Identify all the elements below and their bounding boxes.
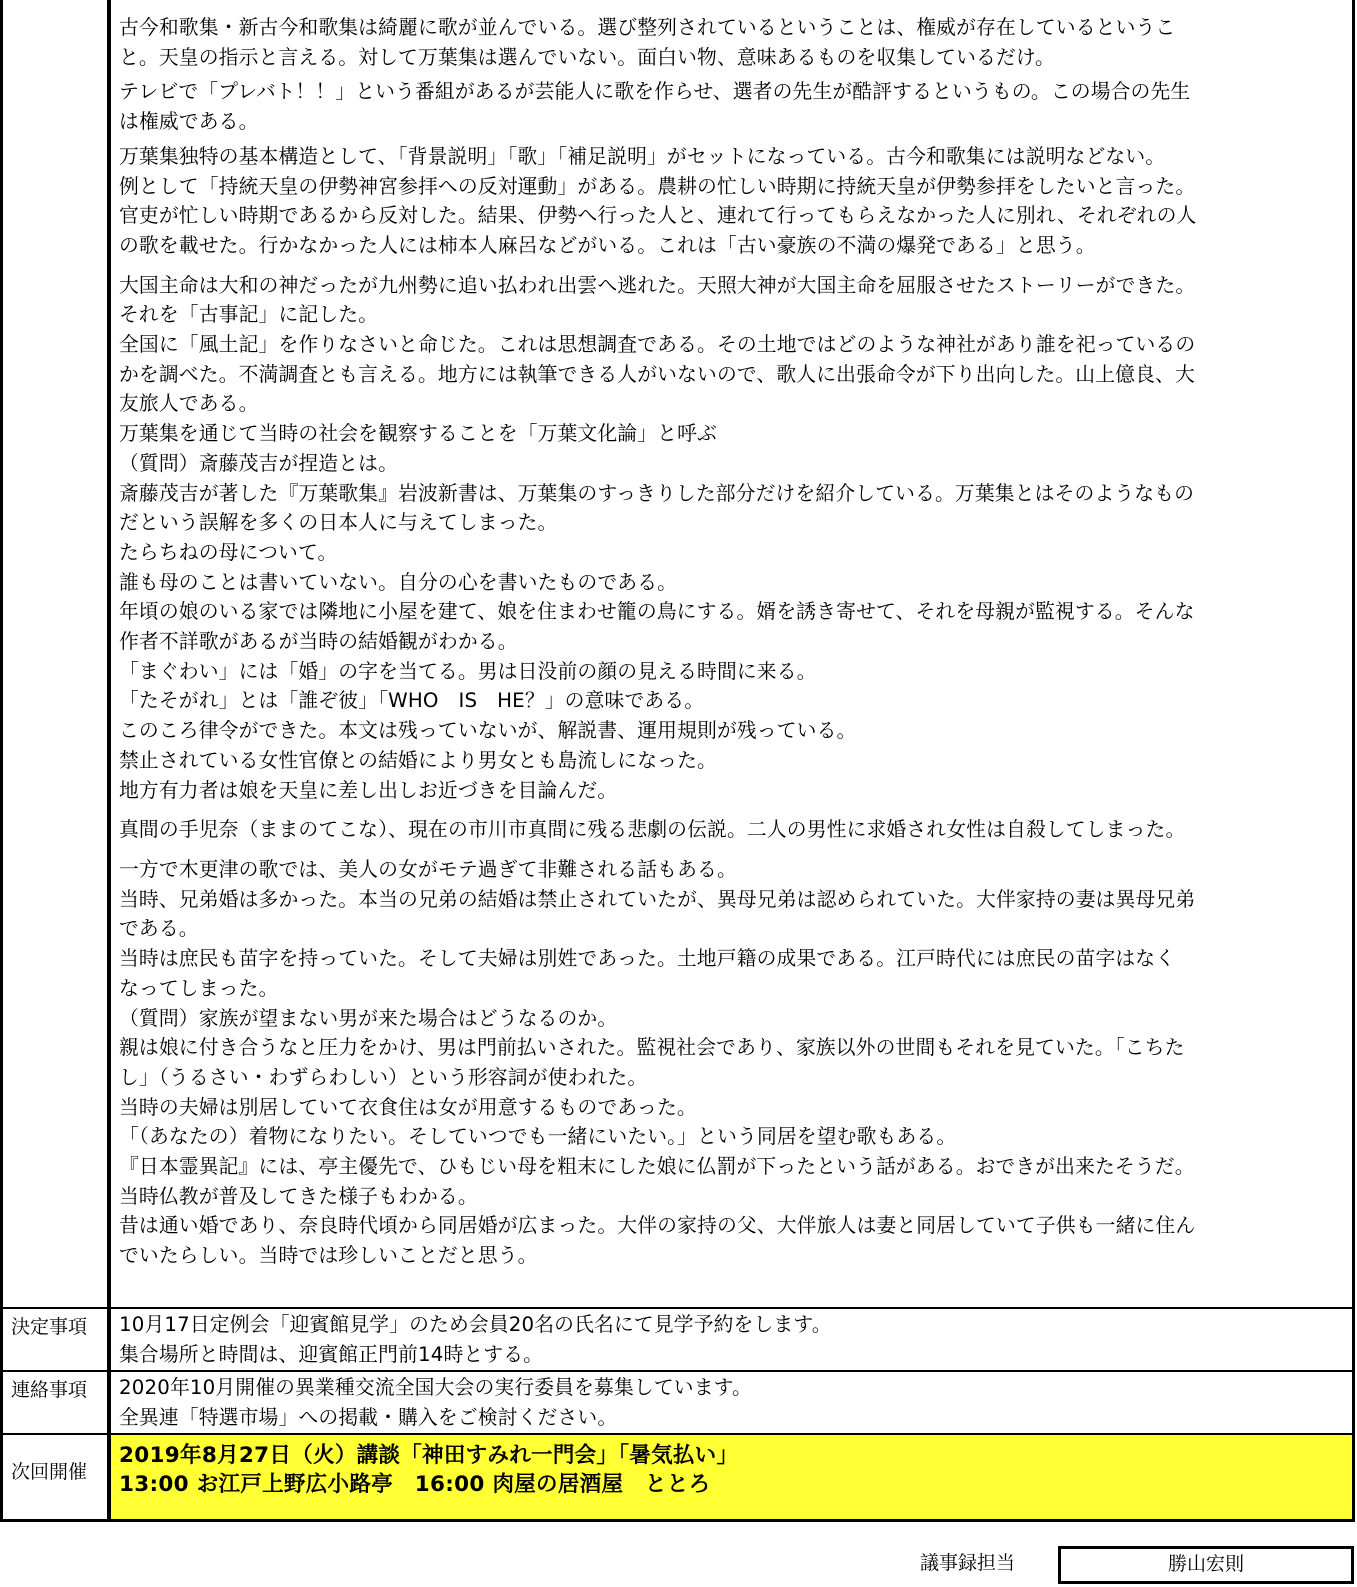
text-line: （質問）家族が望まない男が来た場合はどうなるのか。 (119, 1006, 618, 1030)
discussion-content (111, 0, 1355, 1308)
text-line: 年頃の娘のいる家では隣地に小屋を建て、娘を住まわせ籠の鳥にする。婿を誘き寄せて、それを母親が監視する。そんな (119, 600, 1195, 624)
text-line: このころ律令ができた。本文は残っていないが、解説書、運用規則が残っている。 (119, 719, 857, 743)
text-line: 2019年8月27日（火）講談「神田すみれ一門会」「暑気払い」 (119, 1443, 739, 1468)
text-line: 斎藤茂吉が著した『万葉歌集』岩波新書は、万葉集のすっきりした部分だけを紹介している。万葉集とはそのようなもの (119, 481, 1195, 505)
text-line: 集合場所と時間は、迎賓館正門前14時とする。 (119, 1342, 544, 1366)
text-line: 昔は通い婚であり、奈良時代頃から同居婚が広まった。大伴の家持の父、大伴旅人は妻と同居していて子供も一緒に住ん (119, 1214, 1196, 1238)
paragraph (119, 271, 1344, 806)
paragraph (119, 13, 1344, 72)
text-line: の歌を載せた。行かなかった人には柿本人麻呂などがいる。これは「古い豪族の不満の爆発である」と思う。 (119, 233, 1096, 257)
text-line: 2020年10月開催の異業種交流全国大会の実行委員を募集しています。 (119, 1376, 752, 1399)
text-line: テレビで「プレバト！！」という番組があるが芸能人に歌を作らせ、選者の先生が酷評するというもの。この場合の先生 (119, 80, 1191, 104)
text-line: 当時、兄弟婚は多かった。本当の兄弟の結婚は禁止されていたが、異母兄弟は認められていた。大伴家持の妻は異母兄弟 (119, 887, 1196, 911)
text-line: 一方で木更津の歌では、美人の女がモテ過ぎて非難される話もある。 (119, 857, 737, 881)
text-line: 古今和歌集・新古今和歌集は綺麗に歌が並んでいる。選び整列されているということは、権威が存在しているというこ (119, 16, 1176, 39)
text-line: 当時の夫婦は別居していて衣食住は女が用意するものであった。 (119, 1095, 697, 1119)
text-line: 官吏が忙しい時期であるから反対した。結果、伊勢へ行った人と、連れて行ってもらえなかった人に別れ、それぞれの人 (119, 204, 1197, 228)
text-line: 当時は庶民も苗字を持っていた。そして夫婦は別姓であった。土地戸籍の成果である。江戸時代には庶民の苗字はなく (119, 947, 1176, 971)
text-line: 万葉集独特の基本構造として、「背景説明」「歌」「補足説明」がセットになっている。古今和歌集には説明などない。 (119, 144, 1166, 168)
paragraph (119, 855, 1344, 1271)
next-meeting-content (111, 1435, 1355, 1519)
text-line: 真間の手児奈（ままのてこな）、現在の市川市真間に残る悲劇の伝説。二人の男性に求婚され女性は自殺してしまった。 (119, 818, 1186, 842)
text-line: （質問）斎藤茂吉が捏造とは。 (119, 451, 399, 475)
text-line: たらちねの母について。 (119, 540, 338, 564)
notices-label: 連絡事項 (0, 1372, 111, 1433)
text-line: である。 (119, 917, 199, 941)
text-line: 大国主命は大和の神だったが九州勢に追い払われ出雲へ逃れた。天照大神が大国主命を屈服させたストーリーができた。 (119, 273, 1196, 297)
text-line: と。天皇の指示と言える。対して万葉集は選んでいない。面白い物、意味あるものを収集しているだけ。 (119, 45, 1055, 69)
text-line: 全異連「特選市場」への掲載・購入をご検討ください。 (119, 1405, 618, 1429)
text-line: 作者不詳歌があるが当時の結婚観がわかる。 (119, 630, 518, 654)
text-line: でいたらしい。当時では珍しいことだと思う。 (119, 1244, 538, 1268)
text-line: 例として「持統天皇の伊勢神宮参拝への反対運動」がある。農耕の忙しい時期に持統天皇が伊勢参拝をしたいと言った。 (119, 174, 1196, 198)
decisions-label: 決定事項 (0, 1309, 111, 1370)
paragraph (119, 77, 1344, 136)
text-line: 全国に「風土記」を作りなさいと命じた。これは思想調査である。その土地ではどのような神社があり誰を祀っているの (119, 333, 1196, 357)
text-line: 誰も母のことは書いていない。自分の心を書いたものである。 (119, 570, 678, 594)
minutes-recorder-name: 勝山宏則 (1058, 1546, 1354, 1584)
minutes-recorder-label: 議事録担当 (920, 1552, 1016, 1574)
text-line: 友旅人である。 (119, 392, 259, 416)
notices-row (0, 1372, 1355, 1433)
text-line: 「（あなたの）着物になりたい。そしていつでも一緒にいたい。」という同居を望む歌もある。 (119, 1125, 957, 1149)
text-line: なってしまった。 (119, 976, 279, 1000)
text-line: 10月17日定例会「迎賓館見学」のため会員20名の氏名にて見学予約をします。 (119, 1313, 832, 1336)
text-line: 万葉集を通じて当時の社会を観察することを「万葉文化論」と呼ぶ (119, 422, 717, 446)
text-line: 「たそがれ」とは「誰ぞ彼」「WHO IS HE？」の意味である。 (119, 689, 705, 713)
text-line: し」（うるさい・わずらわしい）という形容詞が使われた。 (119, 1065, 648, 1089)
discussion-label-cell (0, 0, 111, 1308)
text-line: それを「古事記」に記した。 (119, 303, 379, 327)
next-meeting-label: 次回開催 (0, 1435, 111, 1519)
notices-content (111, 1372, 1355, 1433)
text-line: 13:00 お江戸上野広小路亭 16:00 肉屋の居酒屋 ととろ (119, 1472, 711, 1497)
next-meeting-row (0, 1435, 1355, 1519)
text-line: だという誤解を多くの日本人に与えてしまった。 (119, 511, 558, 535)
decisions-row (0, 1309, 1355, 1370)
text-line: 禁止されている女性官僚との結婚により男女とも島流しになった。 (119, 748, 717, 772)
paragraph (119, 142, 1344, 261)
text-line: 地方有力者は娘を天皇に差し出しお近づきを目論んだ。 (119, 778, 618, 802)
paragraph (119, 815, 1344, 845)
decisions-content (111, 1309, 1355, 1370)
text-line: 『日本霊異記』には、亭主優先で、ひもじい母を粗末にした娘に仏罰が下ったという話がある。おできが出来たそうだ。 (119, 1155, 1195, 1179)
text-line: は権威である。 (119, 110, 259, 134)
table-bottom-border (0, 1519, 1355, 1522)
text-line: 「まぐわい」には「婚」の字を当てる。男は日没前の顔の見える時間に来る。 (119, 659, 817, 683)
text-line: 当時仏教が普及してきた様子もわかる。 (119, 1184, 478, 1208)
text-line: かを調べた。不満調査とも言える。地方には執筆できる人がいないので、歌人に出張命令が下り出向した。山上億良、大 (119, 362, 1195, 386)
text-line: 親は娘に付き合うなと圧力をかけ、男は門前払いされた。監視社会であり、家族以外の世間もそれを見ていた。「こちた (119, 1036, 1185, 1060)
